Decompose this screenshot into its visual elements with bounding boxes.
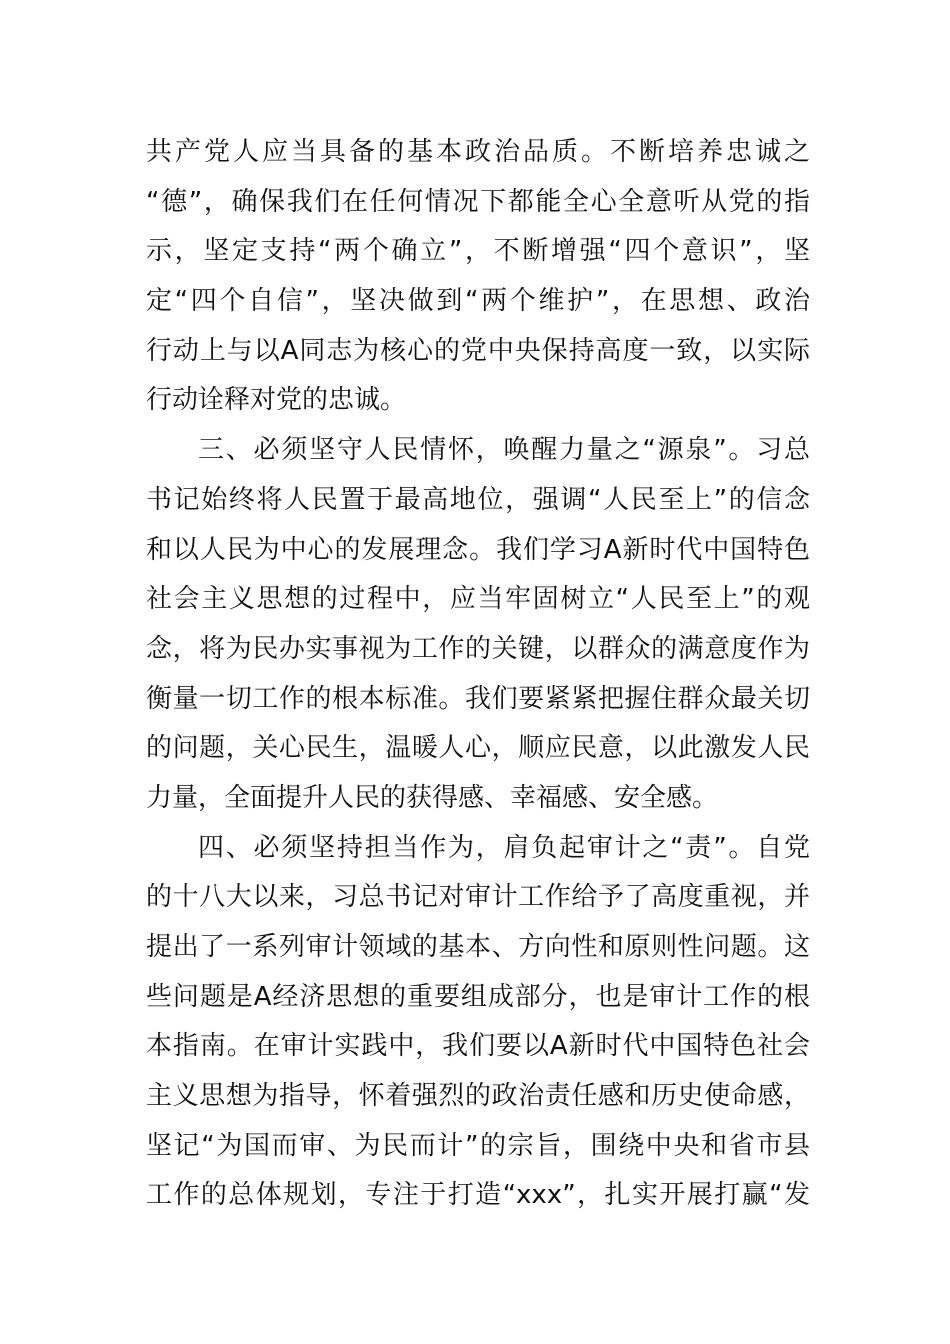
text-line: 社会主义思想的过程中，应当牢固树立“人民至上”的观 xyxy=(146,584,810,615)
text-line: 书记始终将人民置于最高地位，强调“人民至上”的信念 xyxy=(146,484,810,515)
body-text xyxy=(146,128,810,1221)
text-line: 的问题，关心民生，温暖人心，顺应民意，以此激发人民 xyxy=(146,733,810,764)
text-line: 本指南。在审计实践中，我们要以A新时代中国特色社会 xyxy=(146,1031,810,1062)
text-line: 的十八大以来，习总书记对审计工作给予了高度重视，并 xyxy=(146,882,810,913)
text-line: 行动上与以A同志为核心的党中央保持高度一致，以实际 xyxy=(146,335,810,366)
paragraph-heading-line: 四、必须坚持担当作为，肩负起审计之“责”。自党 xyxy=(198,832,810,863)
text-line: 提出了一系列审计领域的基本、方向性和原则性问题。这 xyxy=(146,932,810,962)
text-line: 工作的总体规划，专注于打造“xxx”，扎实开展打赢“发 xyxy=(146,1180,810,1211)
text-line: 定“四个自信”，坚决做到“两个维护”，在思想、政治 xyxy=(146,286,810,317)
text-line: 和以人民为中心的发展理念。我们学习A新时代中国特色 xyxy=(146,534,810,565)
text-line: 念，将为民办实事视为工作的关键，以群众的满意度作为 xyxy=(146,633,810,664)
text-line: 坚记“为国而审、为民而计”的宗旨，围绕中央和省市县 xyxy=(146,1130,810,1161)
text-line: “德”，确保我们在任何情况下都能全心全意听从党的指 xyxy=(146,186,810,217)
text-line: 示，坚定支持“两个确立”，不断增强“四个意识”，坚 xyxy=(146,236,810,267)
text-line: 衡量一切工作的根本标准。我们要紧紧把握住群众最关切 xyxy=(146,683,810,714)
text-line: 共产党人应当具备的基本政治品质。不断培养忠诚之 xyxy=(146,137,810,167)
text-line: 力量，全面提升人民的获得感、幸福感、安全感。 xyxy=(146,782,719,813)
text-line: 行动诠释对党的忠诚。 xyxy=(146,385,407,416)
paragraph-heading-line: 三、必须坚守人民情怀，唤醒力量之“源泉”。习总 xyxy=(198,435,810,466)
text-line: 主义思想为指导，怀着强烈的政治责任感和历史使命感， xyxy=(146,1081,810,1112)
text-line: 些问题是A经济思想的重要组成部分，也是审计工作的根 xyxy=(146,981,810,1012)
